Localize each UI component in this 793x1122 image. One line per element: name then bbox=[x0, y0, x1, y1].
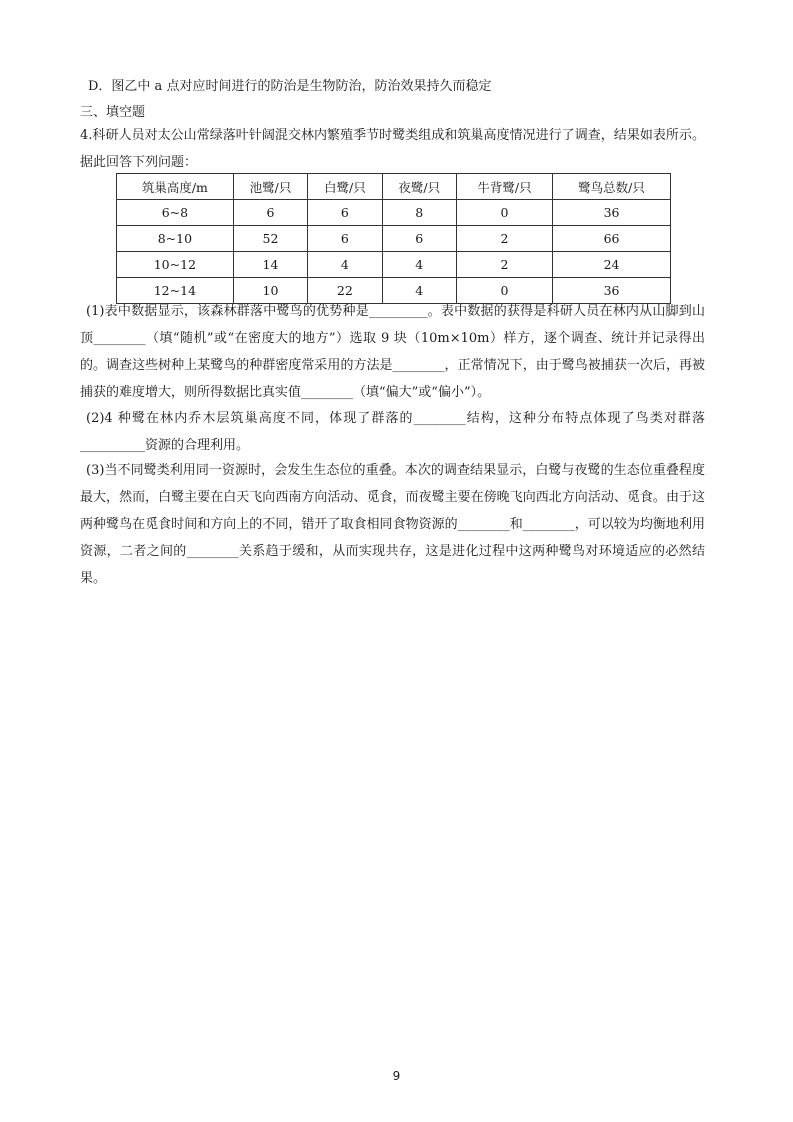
table-header-cell: 夜鹭/只 bbox=[382, 174, 456, 200]
table-cell: 0 bbox=[456, 278, 552, 304]
table-header-cell: 筑巢高度/m bbox=[117, 174, 234, 200]
table-cell: 8~10 bbox=[117, 226, 234, 252]
table-row bbox=[117, 226, 671, 252]
table-header-cell: 牛背鹭/只 bbox=[456, 174, 552, 200]
heron-nesting-table bbox=[116, 173, 671, 304]
table-cell: 22 bbox=[308, 278, 382, 304]
table-cell: 52 bbox=[233, 226, 307, 252]
table-cell: 4 bbox=[308, 252, 382, 278]
sub-question-1: (1)表中数据显示，该森林群落中鹭鸟的优势种是_________。表中数据的获得是科研人员在林内从山脚到山顶________（填“随机”或“在密度大的地方”）选取 9 块（10m×10m）样方，逐个调查、统计并记录得出的。调查这些树种上某鹭鸟的种群密度常采用的方法是________，正常情况下，由于鹭鸟被捕获一次后，再被捕获的难度增大，则所得数据比真实值________（填“偏大”或“偏小”）。 bbox=[80, 304, 705, 400]
table-header-cell: 白鹭/只 bbox=[308, 174, 382, 200]
table-cell: 6~8 bbox=[117, 200, 234, 226]
table-cell: 14 bbox=[233, 252, 307, 278]
table-cell: 4 bbox=[382, 278, 456, 304]
sub-question-2: (2)4 种鹭在林内乔木层筑巢高度不同，体现了群落的________结构，这种分布特点体现了鸟类对群落__________资源的合理利用。 bbox=[80, 411, 705, 453]
page-number: 9 bbox=[392, 1069, 401, 1083]
section-title: 三、填空题 bbox=[80, 105, 146, 120]
table-cell: 24 bbox=[553, 252, 671, 278]
table-cell: 8 bbox=[382, 200, 456, 226]
table-cell: 6 bbox=[308, 200, 382, 226]
table-cell: 2 bbox=[456, 226, 552, 252]
table-cell: 10~12 bbox=[117, 252, 234, 278]
table-cell: 6 bbox=[308, 226, 382, 252]
table-cell: 6 bbox=[233, 200, 307, 226]
table-header-cell: 鹭鸟总数/只 bbox=[553, 174, 671, 200]
table-cell: 10 bbox=[233, 278, 307, 304]
table-header-cell: 池鹭/只 bbox=[233, 174, 307, 200]
table-cell: 4 bbox=[382, 252, 456, 278]
option-d: D．图乙中 a 点对应时间进行的防治是生物防治，防治效果持久而稳定 bbox=[88, 79, 492, 94]
sub-question-3: (3)当不同鹭类利用同一资源时，会发生生态位的重叠。本次的调查结果显示，白鹭与夜鹭的生态位重叠程度最大，然而，白鹭主要在白天飞向西南方向活动、觅食，而夜鹭主要在傍晚飞向西北方向活动、觅食。由于这两种鹭鸟在觅食时间和方向上的不同，错开了取食相同食物资源的________和________，可以较为均衡地利用资源，二者之间的________关系趋于缓和，从而实现共存，这是进化过程中这两种鹭鸟对环境适应的必然结果。 bbox=[80, 463, 705, 586]
table-row bbox=[117, 252, 671, 278]
table-row bbox=[117, 200, 671, 226]
table-cell: 66 bbox=[553, 226, 671, 252]
question-4-stem: 4.科研人员对太公山常绿落叶针阔混交林内繁殖季节时鹭类组成和筑巢高度情况进行了调查，结果如表所示。据此回答下列问题： bbox=[80, 128, 705, 170]
table-cell: 6 bbox=[382, 226, 456, 252]
table-cell: 0 bbox=[456, 200, 552, 226]
table-cell: 12~14 bbox=[117, 278, 234, 304]
table-cell: 36 bbox=[553, 200, 671, 226]
table-cell: 2 bbox=[456, 252, 552, 278]
table-header-row bbox=[117, 174, 671, 200]
table-cell: 36 bbox=[553, 278, 671, 304]
